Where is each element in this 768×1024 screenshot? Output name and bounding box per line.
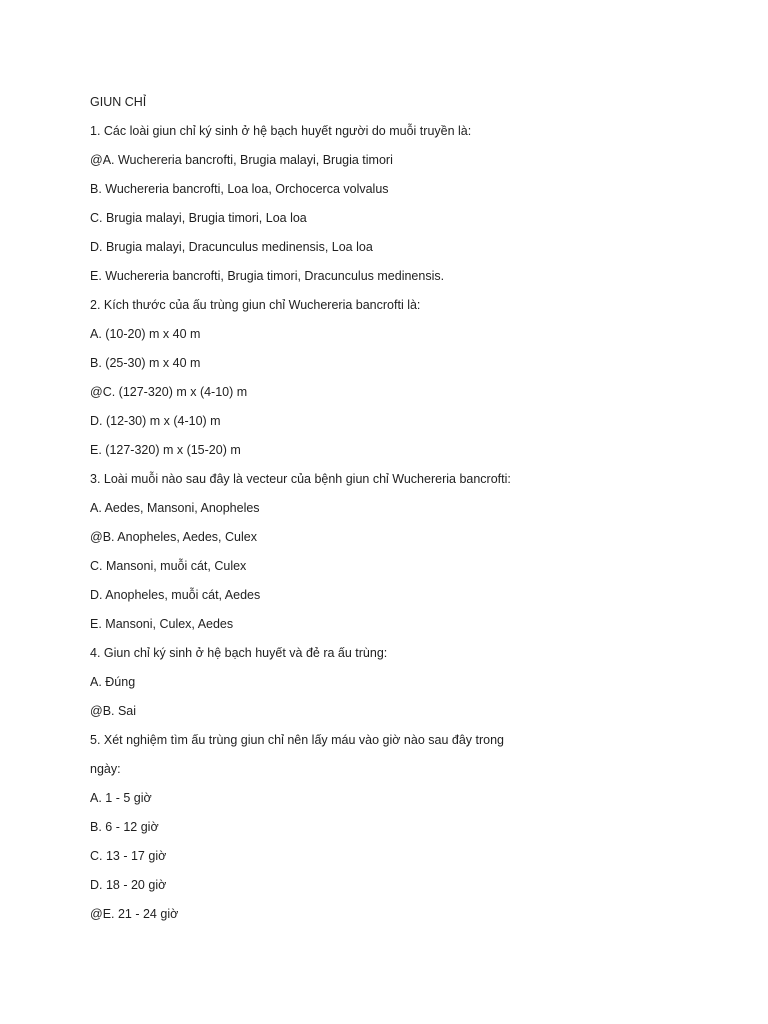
question-1-option-b: B. Wuchereria bancrofti, Loa loa, Orchocerca volvalus xyxy=(90,182,389,196)
document-body xyxy=(90,88,730,929)
question-3-option-b: @B. Anopheles, Aedes, Culex xyxy=(90,530,257,544)
question-2-option-c: @C. (127-320) m x (4-10) m xyxy=(90,385,248,399)
question-5: 5. Xét nghiệm tìm ấu trùng giun chỉ nên lấy máu vào giờ nào sau đây trong xyxy=(90,733,505,747)
question-4-option-b: @B. Sai xyxy=(90,704,137,718)
document-title: GIUN CHỈ xyxy=(90,95,147,109)
question-2-option-d: D. (12-30) m x (4-10) m xyxy=(90,414,221,428)
question-3-option-d: D. Anopheles, muỗi cát, Aedes xyxy=(90,588,261,602)
question-5-option-d: D. 18 - 20 giờ xyxy=(90,878,167,892)
question-1-option-d: D. Brugia malayi, Dracunculus medinensis, Loa loa xyxy=(90,240,373,254)
question-5-option-a: A. 1 - 5 giờ xyxy=(90,791,152,805)
question-5-option-b: B. 6 - 12 giờ xyxy=(90,820,159,834)
question-1-option-a: @A. Wuchereria bancrofti, Brugia malayi, Brugia timori xyxy=(90,153,393,167)
question-2-option-a: A. (10-20) m x 40 m xyxy=(90,327,201,341)
question-1-option-e: E. Wuchereria bancrofti, Brugia timori, Dracunculus medinensis. xyxy=(90,269,445,283)
question-2-option-b: B. (25-30) m x 40 m xyxy=(90,356,201,370)
question-4: 4. Giun chỉ ký sinh ở hệ bạch huyết và đẻ ra ấu trùng: xyxy=(90,646,388,660)
question-3-option-e: E. Mansoni, Culex, Aedes xyxy=(90,617,234,631)
question-5-option-e: @E. 21 - 24 giờ xyxy=(90,907,179,921)
question-4-option-a: A. Đúng xyxy=(90,675,136,689)
question-5-continuation: ngày: xyxy=(90,762,121,776)
question-1-option-c: C. Brugia malayi, Brugia timori, Loa loa xyxy=(90,211,307,225)
question-2-option-e: E. (127-320) m x (15-20) m xyxy=(90,443,241,457)
question-2: 2. Kích thước của ấu trùng giun chỉ Wuchereria bancrofti là: xyxy=(90,298,421,312)
question-3-option-a: A. Aedes, Mansoni, Anopheles xyxy=(90,501,260,515)
question-5-option-c: C. 13 - 17 giờ xyxy=(90,849,167,863)
question-3-option-c: C. Mansoni, muỗi cát, Culex xyxy=(90,559,247,573)
question-1: 1. Các loài giun chỉ ký sinh ở hệ bạch huyết người do muỗi truyền là: xyxy=(90,124,472,138)
question-3: 3. Loài muỗi nào sau đây là vecteur của bệnh giun chỉ Wuchereria bancrofti: xyxy=(90,472,511,486)
